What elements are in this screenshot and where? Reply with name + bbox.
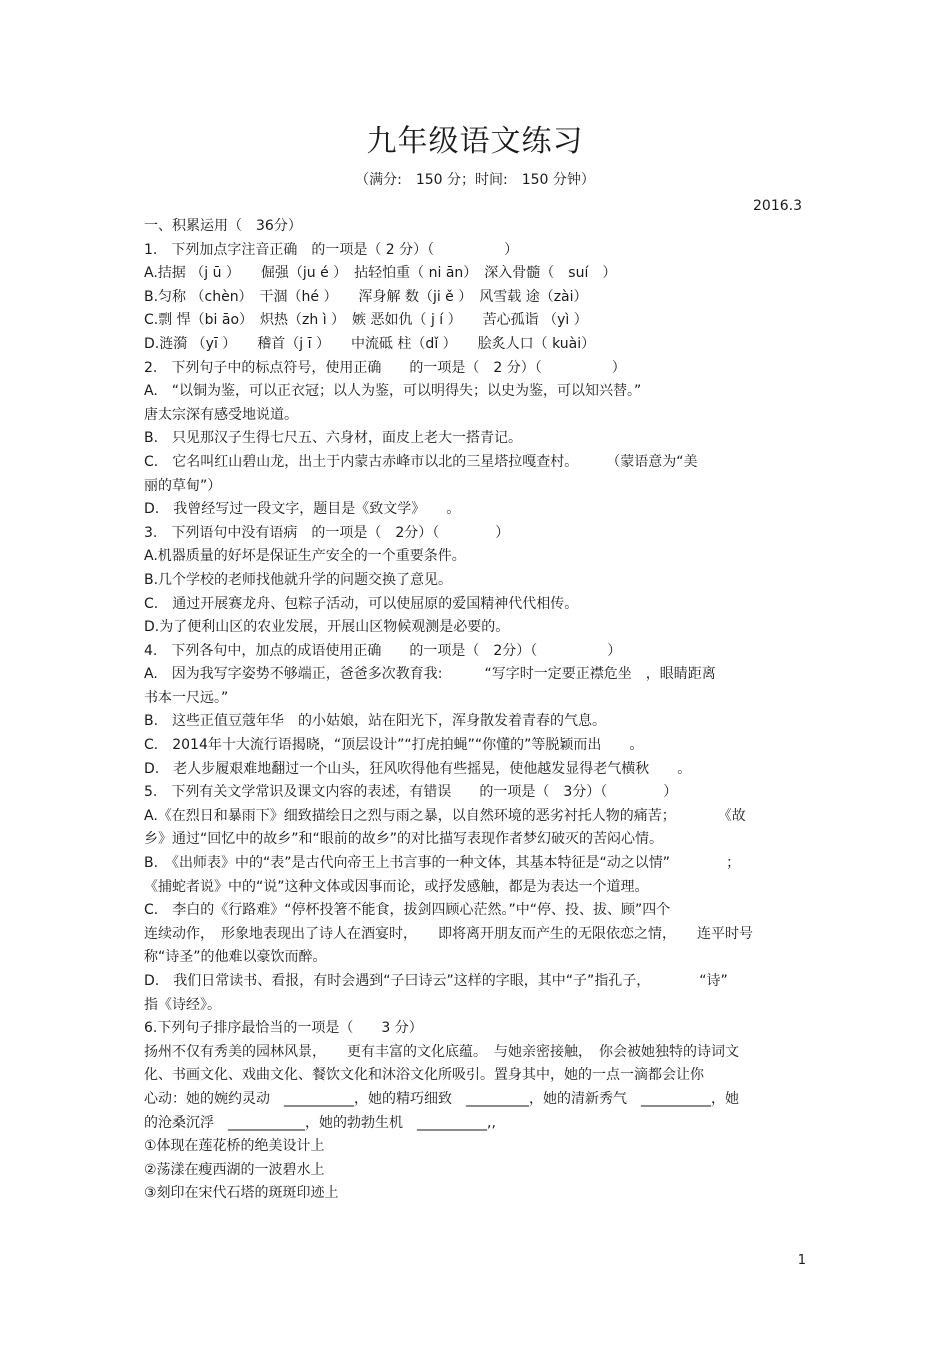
page-number: 1 (797, 1253, 806, 1268)
question-2-option-d: D. 我曾经写过一段文字，题目是《致文学》 。 (144, 501, 461, 518)
question-3-option-c: C. 通过开展赛龙舟、包粽子活动，可以使屈原的爱国精神代代相传。 (144, 595, 579, 612)
question-body (144, 215, 804, 1206)
question-4-option-a-cont: 书本一尺远。” (144, 689, 229, 706)
exam-date: 2016.3 (753, 198, 802, 214)
question-6-passage-1: 扬州不仅有秀美的园林风景， 更有丰富的文化底蕴。 与她亲密接触， 你会被她独特的诗词文 (144, 1043, 739, 1060)
question-6-item-2: ②荡漾在瘦西湖的一波碧水上 (144, 1161, 325, 1178)
question-5-option-d: D. 我们日常读书、看报，有时会遇到“子曰诗云”这样的字眼，其中“子”指孔子， “诗” (144, 973, 728, 989)
question-6-stem: 6.下列句子排序最恰当的一项是（ 3 分） (144, 1020, 423, 1037)
question-3-stem: 3. 下列语句中没有语病 的一项是（ 2分）（ ） (144, 524, 510, 541)
question-6-item-1: ①体现在莲花桥的绝美设计上 (144, 1138, 325, 1155)
question-5-option-d-cont: 指《诗经》。 (144, 996, 221, 1013)
question-6-passage-2: 化、书画文化、戏曲文化、餐饮文化和沐浴文化所吸引。置身其中，她的一点一滴都会让你 (144, 1067, 704, 1084)
question-5-option-c-cont: 连续动作， 形象地表现出了诗人在酒宴时， 即将离开朋友而产生的无限依恋之情， 连平时号 (144, 925, 753, 942)
question-1-option-a: A.拮据 （j ū ） 倔强（ju é ） 拈轻怕重（ ni ān） 深入骨髓（ suí ） (144, 265, 617, 282)
question-2-option-a: A. “以铜为鉴，可以正衣冠；以人为鉴，可以明得失；以史为鉴，可以知兴替。” (144, 383, 642, 400)
question-4-option-c: C. 2014年十大流行语揭晓，“顶层设计”“打虎拍蝇”“你懂的”等脱颖而出 。 (144, 737, 644, 754)
question-2-option-b: B. 只见那汉子生得七尺五、六身材，面皮上老大一搭青记。 (144, 430, 523, 447)
exam-info: （满分: 150 分；时间: 150 分钟） (355, 172, 595, 188)
question-2-option-c: C. 它名叫红山碧山龙，出土于内蒙古赤峰市以北的三星塔拉嘎查村。 （蒙语意为“美 (144, 453, 698, 470)
question-5-stem: 5. 下列有关文学常识及课文内容的表述，有错误 的一项是（ 3分）（ ） (144, 784, 678, 801)
question-5-option-b-cont: 《捕蛇者说》中的“说”这种文体或因事而论，或抒发感触，都是为表达一个道理。 (144, 878, 649, 895)
question-2-option-a-cont: 唐太宗深有感受地说道。 (144, 406, 298, 423)
question-4-option-b: B. 这些正值豆蔻年华 的小姑娘，站在阳光下，浑身散发着青春的气息。 (144, 713, 607, 730)
question-1-option-b: B.匀称 （chèn） 干涸（hé ） 浑身解 数（ji ě ） 风雪载 途（zài） (144, 288, 588, 305)
question-1-option-d: D.涟漪 （yī ） 稽首（j ī ） 中流砥 柱（dǐ ） 脍炙人口（ kuài） (144, 335, 596, 352)
question-3-option-a: A.机器质量的好坏是保证生产安全的一个重要条件。 (144, 548, 466, 565)
question-5-option-c: C. 李白的《行路难》“停杯投箸不能食，拔剑四顾心茫然。”中“停、投、拔、顾”四个 (144, 902, 671, 919)
question-3-option-b: B.几个学校的老师找他就升学的问题交换了意见。 (144, 571, 453, 588)
question-5-option-a: A.《在烈日和暴雨下》细致描绘日之烈与雨之暴，以自然环境的恶劣衬托人物的痛苦； 《故 (144, 807, 746, 824)
question-4-option-d: D. 老人步履艰难地翻过一个山头，狂风吹得他有些摇晃，使他越发显得老气横秋 。 (144, 760, 692, 777)
question-1-stem: 1. 下列加点字注音正确 的一项是（ 2 分）（ ） (144, 241, 519, 258)
question-2-stem: 2. 下列句子中的标点符号，使用正确 的一项是（ 2 分）（ ） (144, 359, 626, 376)
question-2-option-c-cont: 丽的草甸”） (144, 477, 222, 494)
question-6-passage-4: 的沧桑沉浮 ___________，她的勃勃生机 __________,, (144, 1114, 496, 1131)
question-1-option-c: C.剽 悍（bi āo） 炽热（zh ì ） 嫉 恶如仇（ j í ） 苦心孤诣 （yì ） (144, 312, 588, 329)
question-5-option-c-cont2: 称“诗圣”的他难以豪饮而醉。 (144, 949, 327, 966)
question-5-option-a-cont: 乡》通过“回忆中的故乡”和“眼前的故乡”的对比描写表现作者梦幻破灭的苦闷心情。 (144, 831, 664, 848)
page-title: 九年级语文练习 (366, 124, 584, 159)
question-4-option-a: A. 因为我写字姿势不够端正，爸爸多次教育我: “写字时一定要正襟危坐 ，眼睛距离 (144, 666, 716, 683)
question-3-option-d: D.为了便利山区的农业发展，开展山区物候观测是必要的。 (144, 619, 510, 636)
question-6-item-3: ③刻印在宋代石塔的斑斑印迹上 (144, 1185, 339, 1202)
section-heading: 一、积累运用（ 36分） (144, 218, 302, 234)
question-5-option-b: B. 《出师表》中的“表”是古代向帝王上书言事的一种文体，其基本特征是“动之以情” ； (144, 855, 741, 872)
question-4-stem: 4. 下列各句中，加点的成语使用正确 的一项是（ 2分）（ ） (144, 642, 622, 659)
question-6-passage-3: 心动：她的婉约灵动 __________，她的精巧细致 _________，她的清新秀气 __________，她 (144, 1090, 739, 1107)
